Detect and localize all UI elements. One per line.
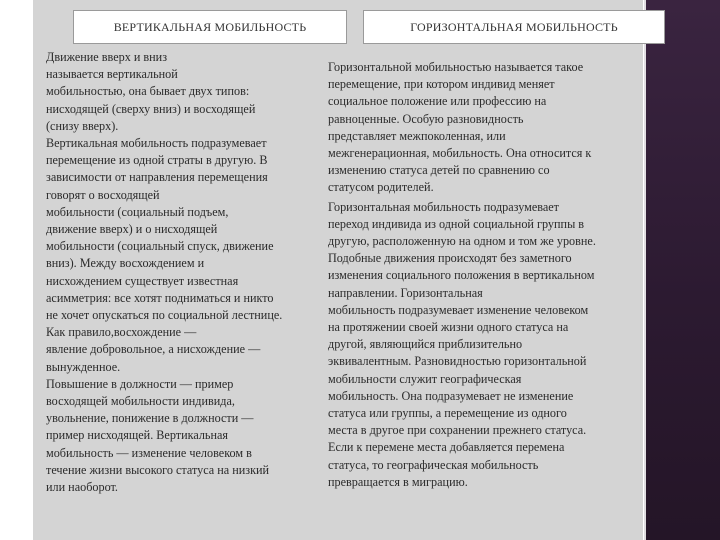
text-line: явление добровольное, а нисхождение — (46, 342, 261, 357)
text-line: изменению статуса детей по сравнению со (328, 163, 550, 178)
text-line: асимметрия: все хотят подниматься и никто (46, 290, 274, 305)
text-line: мобильностью, она бывает двух типов: (46, 84, 250, 99)
vertical-mobility-text (46, 49, 320, 496)
text-line: статуса, то географическая мобильность (328, 457, 539, 472)
text-line: другую, расположенную на одном и том же уровне. (328, 234, 596, 249)
text-line: статусом родителей. (328, 180, 434, 195)
text-line: равноценные. Особую разновидность (328, 111, 524, 126)
text-line: представляет межпоколенная, или (328, 128, 506, 143)
header-vertical-mobility-label: ВЕРТИКАЛЬНАЯ МОБИЛЬНОСТЬ (113, 19, 307, 34)
text-line: движение вверх) и о нисходящей (46, 222, 218, 237)
horizontal-mobility-text (328, 59, 638, 491)
text-line: мобильность. Она подразумевает не изменение (328, 388, 574, 403)
text-line: мобильность подразумевает изменение человеком (328, 302, 589, 317)
text-line: Горизонтальной мобильностью называется такое (328, 60, 584, 74)
text-line: места в другое при сохранении прежнего статуса. (328, 423, 587, 438)
text-line: Подобные движения происходят без заметного (328, 251, 572, 266)
text-line: вниз). Между восхождением и (46, 256, 205, 271)
text-line: Как правило,восхождение — (46, 325, 197, 340)
text-line: переход индивида из одной социальной группы в (328, 216, 585, 231)
text-line: не хочет опускаться по социальной лестнице. (46, 308, 283, 323)
text-line: социальное положение или профессию на (328, 94, 547, 109)
text-line: говорят о восходящей (46, 187, 160, 202)
text-line: направлении. Горизонтальная (328, 285, 483, 300)
text-line: зависимости от направления перемещения (46, 170, 268, 185)
text-line: Если к перемене места добавляется перемена (328, 440, 565, 455)
horizontal-paragraph-1 (328, 59, 638, 197)
text-line: Движение вверх и вниз (46, 50, 168, 64)
side-band-divider (644, 0, 646, 540)
text-line: вынужденное. (46, 359, 121, 374)
text-line: называется вертикальной (46, 67, 178, 82)
text-line: восходящей мобильности индивида, (46, 394, 235, 409)
text-line: Вертикальная мобильность подразумевает (46, 136, 267, 151)
text-line: изменения социального положения в вертикальном (328, 268, 595, 283)
text-line: течение жизни высокого статуса на низкий (46, 462, 270, 477)
text-line: превращается в миграцию. (328, 474, 468, 489)
header-vertical-mobility (73, 10, 347, 44)
text-line: мобильности служит географическая (328, 371, 522, 386)
decorative-side-band (644, 0, 720, 540)
header-horizontal-mobility (363, 10, 665, 44)
text-line: Горизонтальная мобильность подразумевает (328, 199, 560, 214)
text-line: (снизу вверх). (46, 118, 119, 133)
text-line: перемещение из одной страты в другую. В (46, 153, 268, 168)
text-line: мобильности (социальный спуск, движение (46, 239, 274, 254)
text-line: нисхождением существует известная (46, 273, 239, 288)
text-line: межгенерационная, мобильность. Она относится к (328, 146, 592, 161)
text-line: или наоборот. (46, 480, 118, 495)
text-line: пример нисходящей. Вертикальная (46, 428, 229, 443)
header-horizontal-mobility-label: ГОРИЗОНТАЛЬНАЯ МОБИЛЬНОСТЬ (410, 19, 618, 34)
text-line: нисходящей (сверху вниз) и восходящей (46, 101, 256, 116)
text-line: перемещение, при котором индивид меняет (328, 77, 555, 92)
text-line: другой, являющийся приблизительно (328, 337, 523, 352)
text-line: увольнение, понижение в должности — (46, 411, 254, 426)
text-line: эквивалентным. Разновидностью горизонтальной (328, 354, 587, 369)
horizontal-paragraph-2 (328, 199, 638, 491)
text-line: мобильности (социальный подъем, (46, 204, 229, 219)
text-line: на протяжении своей жизни одного статуса на (328, 320, 569, 335)
text-line: Повышение в должности — пример (46, 376, 234, 391)
text-line: мобильность — изменение человеком в (46, 445, 252, 460)
text-line: статуса или группы, а перемещение из одного (328, 406, 567, 421)
